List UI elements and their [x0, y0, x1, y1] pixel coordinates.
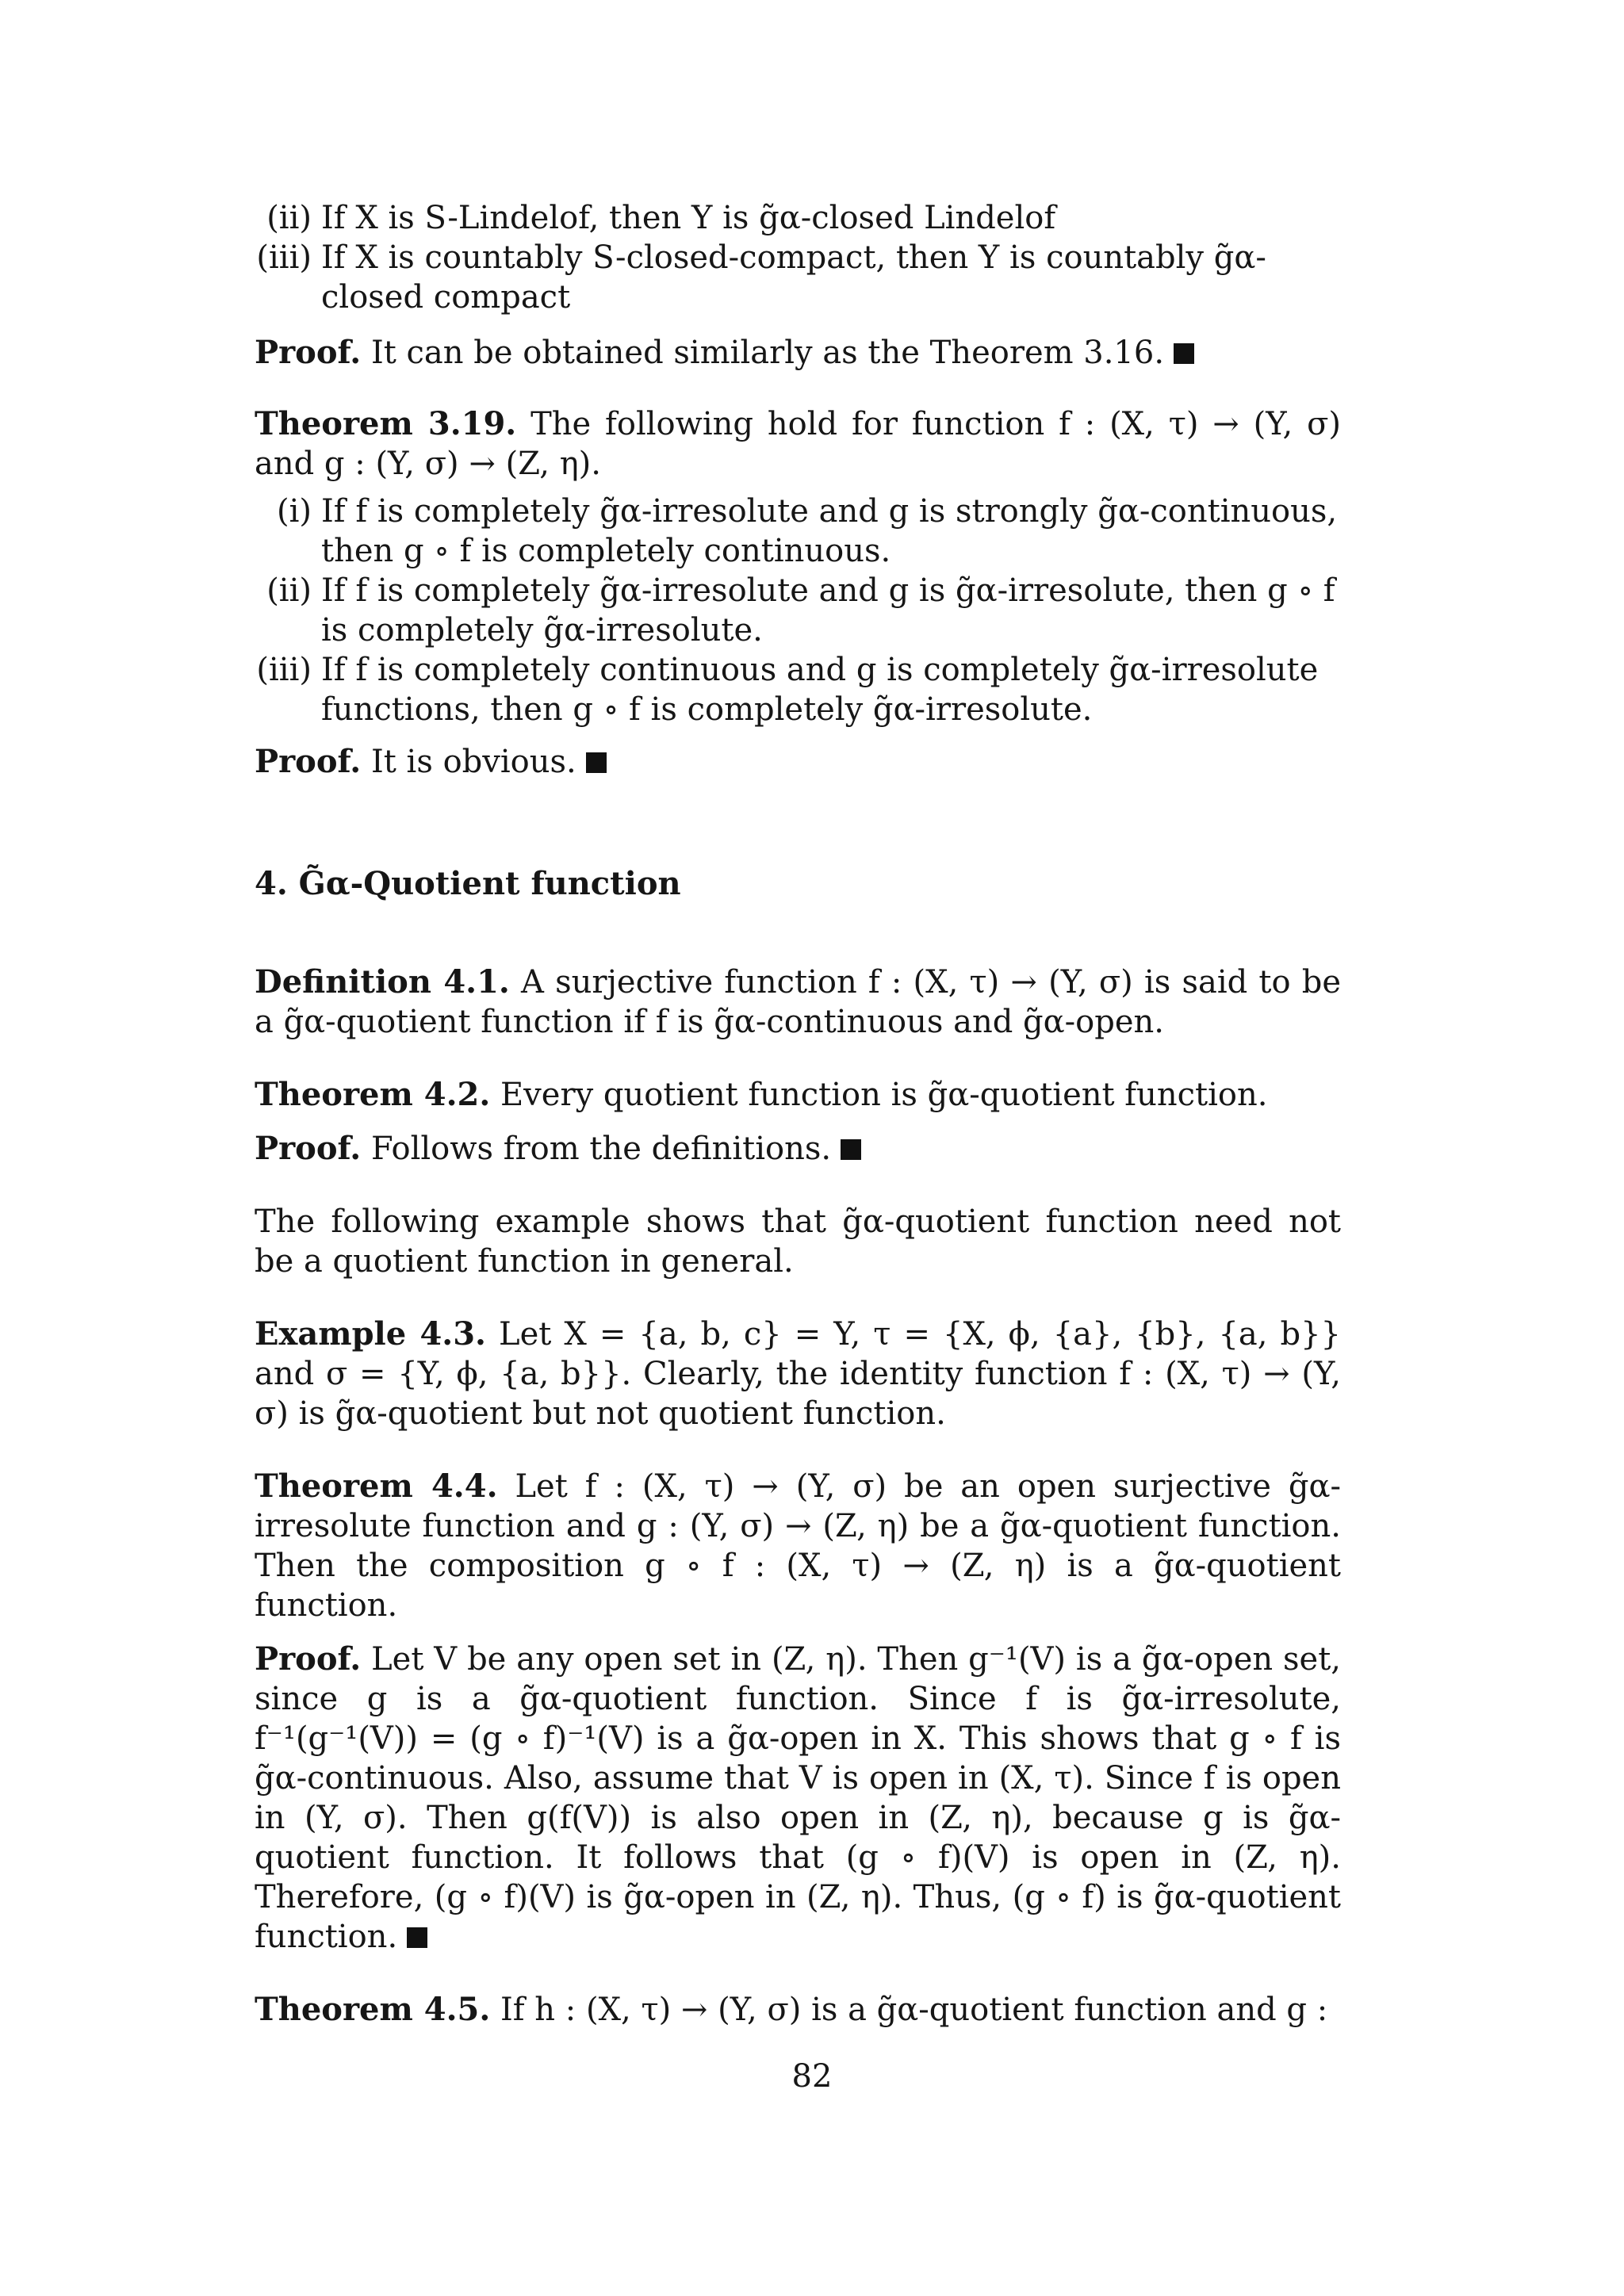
section-heading: 4. G̃α-Quotient function [255, 865, 681, 902]
proof-head: Proof. [255, 1130, 362, 1167]
definition-text: A surjective function f : (X, τ) → (Y, σ) is said to be a g̃α-quotient function if f is g̃α-continuous and g̃α-open. [255, 964, 1342, 1040]
theorem-head: Theorem 4.5. [255, 1991, 491, 2028]
theorem-text: If h : (X, τ) → (Y, σ) is a g̃α-quotient function and g : [500, 1992, 1328, 2028]
theorem-text: The following hold for function f : (X, τ) → (Y, σ) and g : (Y, σ) → (Z, η). [255, 406, 1341, 482]
page-number: 82 [791, 2058, 833, 2095]
theorem-head: Theorem 4.2. [255, 1076, 491, 1113]
definition-block [255, 962, 1341, 1042]
example-block [255, 1314, 1341, 1433]
list-item [255, 238, 1341, 317]
item-text: If f is completely g̃α-irresolute and g is g̃α-irresolute, then g ∘ f is completely g̃α-irresolute. [321, 572, 1335, 649]
proof-block [255, 1640, 1341, 1957]
qed-icon [407, 1927, 427, 1948]
theorem-block [255, 1075, 1341, 1115]
list-item [255, 198, 1341, 238]
qed-icon [586, 752, 607, 773]
qed-icon [841, 1139, 861, 1160]
example-text: Let X = {a, b, c} = Y, τ = {X, ϕ, {a}, {b}, {a, b}} and σ = {Y, ϕ, {a, b}}. Clearly, the identity function f : (X, τ) → (Y, σ) is g̃α-quotient but not quotient function. [255, 1316, 1342, 1432]
page-body [255, 198, 1341, 2030]
proof-text: Follows from the definitions. [370, 1131, 832, 1167]
item-label: (iii) [256, 652, 312, 688]
item-text: If f is completely continuous and g is completely g̃α-irresolute functions, then g ∘ f is completely g̃α-irresolute. [321, 652, 1319, 728]
proof-text: Let V be any open set in (Z, η). Then g⁻¹(V) is a g̃α-open set, since g is a g̃α-quotient function. Since f is g̃α-irresolute, f⁻¹(g⁻¹(V)) = (g ∘ f)⁻¹(V) is a g̃α-open in X. This shows that g ∘ f is g̃α-continuous. Also, assume that V is open in (X, τ). Since f is open in (Y, σ). Then g(f(V)) is also open in (Z, η), because g is g̃α-quotient function. It follows that (g ∘ f)(V) is open in (Z, η). Therefore, (g ∘ f)(V) is g̃α-open in (Z, η). Thus, (g ∘ f) is g̃α-quotient function. [255, 1641, 1341, 1955]
proof-block [255, 742, 1341, 782]
qed-icon [1174, 343, 1194, 364]
proof-block [255, 1129, 1341, 1169]
proof-head: Proof. [255, 334, 362, 371]
item-label: (i) [276, 493, 312, 530]
theorem-head: Theorem 3.19. [255, 405, 517, 442]
proof-head: Proof. [255, 1640, 362, 1678]
theorem-block [255, 404, 1341, 484]
theorem-text: Let f : (X, τ) → (Y, σ) be an open surjective g̃α-irresolute function and g : (Y, σ) → (Z, η) be a g̃α-quotient function. Then the composition g ∘ f : (X, τ) → (Z, η) is a g̃α-quotient function. [255, 1468, 1342, 1624]
theorem-head: Theorem 4.4. [255, 1468, 498, 1505]
item-label: (iii) [256, 239, 312, 276]
item-text: If X is countably S-closed-compact, then Y is countably g̃α-closed compact [321, 239, 1266, 316]
proof-text: It can be obtained similarly as the Theorem 3.16. [370, 335, 1165, 371]
theorem-text: Every quotient function is g̃α-quotient function. [500, 1077, 1268, 1113]
proof-text: It is obvious. [370, 744, 576, 780]
item-label: (ii) [266, 200, 312, 236]
theorem-block [255, 1990, 1341, 2030]
list-item [255, 650, 1341, 729]
list-item [255, 492, 1341, 571]
proof-block [255, 333, 1341, 373]
list-item [255, 571, 1341, 650]
theorem-block [255, 1467, 1341, 1625]
example-head: Example 4.3. [255, 1315, 486, 1353]
proof-head: Proof. [255, 743, 362, 780]
item-text: If X is S-Lindelof, then Y is g̃α-closed Lindelof [321, 200, 1056, 236]
paragraph: The following example shows that g̃α-quotient function need not be a quotient function in general. [255, 1203, 1341, 1280]
item-text: If f is completely g̃α-irresolute and g is strongly g̃α-continuous, then g ∘ f is completely continuous. [321, 493, 1338, 569]
item-label: (ii) [266, 572, 312, 609]
definition-head: Definition 4.1. [255, 963, 510, 1001]
